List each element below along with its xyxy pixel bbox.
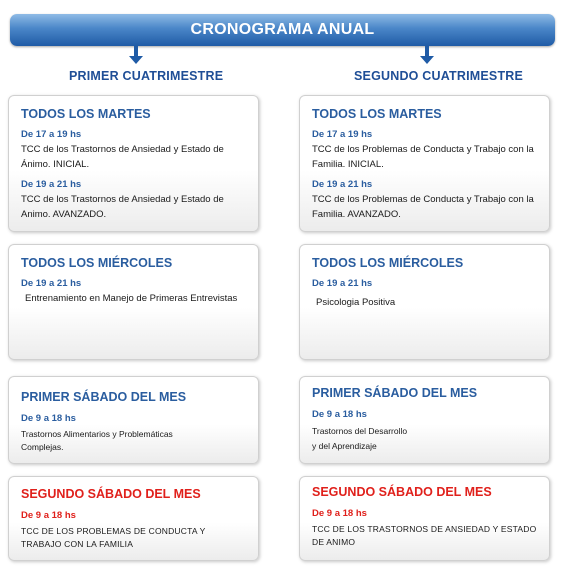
card-heading: TODOS LOS MIÉRCOLES (21, 256, 173, 270)
second-term-title: SEGUNDO CUATRIMESTRE (354, 69, 524, 83)
card-first-first-saturday (8, 376, 259, 464)
course-description: Entrenamiento en Manejo de Primeras Entrevistas (25, 293, 238, 304)
card-second-second-saturday (299, 476, 550, 561)
course-description: TCC de los Trastornos de Ansiedad y Estado de Ánimo. INICIAL. (21, 144, 224, 170)
card-first-second-saturday (8, 476, 259, 561)
card-heading: TODOS LOS MARTES (312, 107, 442, 121)
time-slot: De 9 a 18 hs (21, 413, 76, 424)
banner-title: CRONOGRAMA ANUAL (190, 21, 375, 38)
card-heading: PRIMER SÁBADO DEL MES (312, 386, 478, 400)
course-description: TCC de los Trastornos de Ansiedad y Estado de Animo. AVANZADO. (21, 194, 224, 220)
course-description: y del Aprendizaje (312, 441, 377, 451)
course-description: TCC de los Problemas de Conducta y Trabajo con la Familia. AVANZADO. (312, 194, 534, 220)
card-heading: PRIMER SÁBADO DEL MES (21, 390, 187, 404)
card-heading: SEGUNDO SÁBADO DEL MES (312, 485, 492, 499)
time-slot: De 9 a 18 hs (312, 508, 367, 519)
time-slot: De 19 a 21 hs (21, 278, 82, 289)
course-description: TCC DE LOS TRASTORNOS DE ANSIEDAD Y ESTADO DE ANIMO (312, 524, 537, 547)
course-description: Psicologia Positiva (316, 297, 396, 308)
first-term-title: PRIMER CUATRIMESTRE (69, 69, 224, 83)
time-slot: De 17 a 19 hs (21, 129, 82, 140)
time-slot: De 19 a 21 hs (312, 278, 373, 289)
card-heading: TODOS LOS MARTES (21, 107, 151, 121)
card-second-wednesdays (299, 244, 550, 360)
course-description: Trastornos del Desarrollo (312, 426, 408, 436)
time-slot: De 19 a 21 hs (312, 179, 373, 190)
card-heading: SEGUNDO SÁBADO DEL MES (21, 487, 201, 501)
time-slot: De 17 a 19 hs (312, 129, 373, 140)
arrow-down-icon (420, 46, 434, 66)
course-description: Trastornos Alimentarios y Problemáticas Complejas. (21, 429, 173, 452)
card-second-first-saturday (299, 376, 550, 464)
time-slot: De 9 a 18 hs (312, 409, 367, 420)
card-first-tuesdays (8, 95, 259, 232)
arrow-down-icon (129, 46, 143, 66)
card-second-tuesdays (299, 95, 550, 232)
course-description: TCC DE LOS PROBLEMAS DE CONDUCTA Y TRABAJO CON LA FAMILIA (21, 526, 206, 549)
card-first-wednesdays (8, 244, 259, 360)
schedule-banner (10, 14, 555, 46)
time-slot: De 19 a 21 hs (21, 179, 82, 190)
course-description: TCC de los Problemas de Conducta y Trabajo con la Familia. INICIAL. (312, 144, 534, 170)
time-slot: De 9 a 18 hs (21, 510, 76, 521)
card-heading: TODOS LOS MIÉRCOLES (312, 256, 464, 270)
